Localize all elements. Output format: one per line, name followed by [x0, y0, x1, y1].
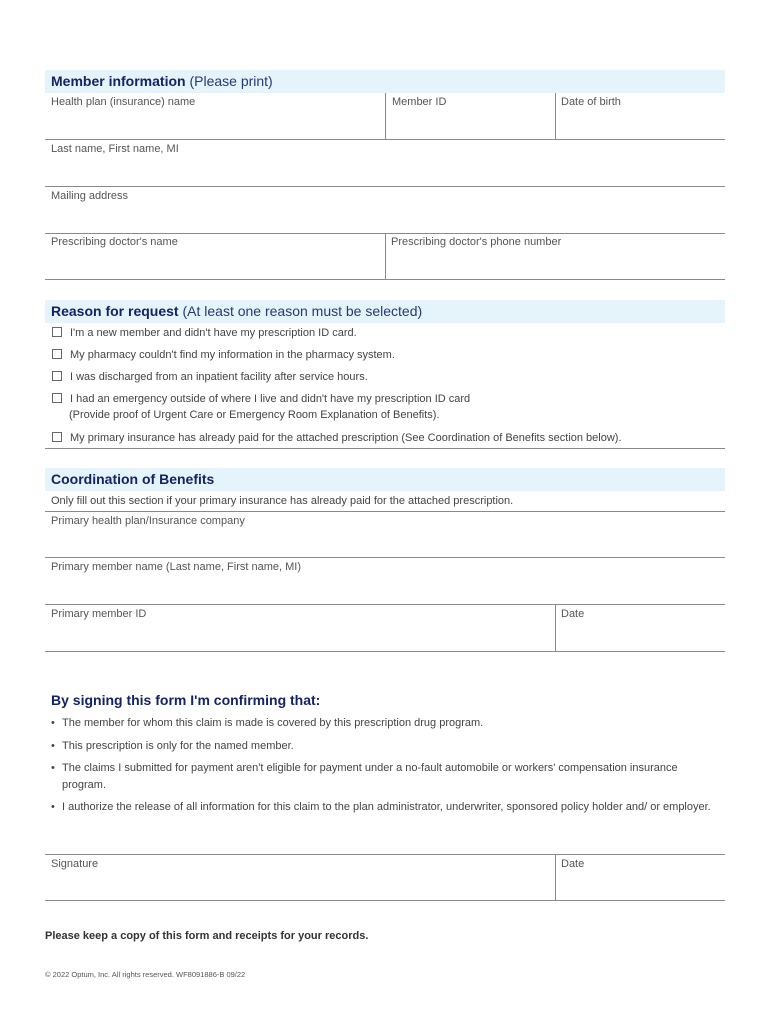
reason-option-label: I'm a new member and didn't have my prescription ID card. — [70, 327, 357, 339]
reason-option-label: My primary insurance has already paid for the attached prescription (See Coordination of Benefits section below). — [70, 432, 622, 444]
checkbox[interactable] — [52, 349, 62, 359]
health-plan-field[interactable] — [45, 93, 385, 140]
primary-member-id-field[interactable] — [45, 605, 555, 652]
signing-heading: By signing this form I'm confirming that: — [51, 692, 321, 708]
signature-date-label: Date — [561, 858, 585, 870]
member-name-label: Last name, First name, MI — [51, 143, 179, 155]
divider — [555, 605, 556, 652]
date-of-birth-field[interactable] — [555, 93, 725, 140]
divider — [385, 93, 386, 140]
doctor-phone-label: Prescribing doctor's phone number — [391, 236, 562, 248]
doctor-name-label: Prescribing doctor's name — [51, 236, 178, 248]
mailing-address-label: Mailing address — [51, 190, 129, 202]
member-info-note: (Please print) — [189, 73, 273, 89]
signing-bullet-text: The member for whom this claim is made is covered by this prescription drug program. — [62, 717, 484, 729]
primary-member-id-label: Primary member ID — [51, 608, 147, 620]
reason-title: Reason for request — [51, 303, 179, 319]
member-info-title: Member information — [51, 73, 186, 89]
cob-title: Coordination of Benefits — [51, 471, 215, 487]
mailing-address-field[interactable] — [45, 187, 725, 234]
divider — [555, 93, 556, 140]
cob-date-field[interactable] — [555, 605, 725, 652]
keep-copy-note: Please keep a copy of this form and receipts for your records. — [45, 930, 369, 942]
reason-option-new-member[interactable] — [52, 325, 357, 341]
reason-option-label: My pharmacy couldn't find my information in the pharmacy system. — [70, 349, 395, 361]
member-id-field[interactable] — [386, 93, 555, 140]
doctor-name-field[interactable] — [45, 233, 385, 280]
reason-option-emergency[interactable] — [52, 391, 470, 423]
cob-date-label: Date — [561, 608, 585, 620]
signing-bullet: • I authorize the release of all information for this claim to the plan administrator, underwriter, sponsored policy holder and/ or employer. — [51, 801, 711, 813]
primary-plan-label: Primary health plan/Insurance company — [51, 515, 245, 527]
checkbox[interactable] — [52, 327, 62, 337]
checkbox[interactable] — [52, 393, 62, 403]
reason-heading — [45, 300, 725, 323]
reason-option-label: I was discharged from an inpatient facility after service hours. — [70, 371, 368, 383]
reason-option-primary-paid[interactable] — [52, 430, 622, 446]
member-info-heading — [45, 70, 725, 93]
signing-bullet-text: This prescription is only for the named member. — [62, 740, 294, 752]
reason-option-discharged[interactable] — [52, 369, 368, 385]
reason-option-pharmacy[interactable] — [52, 347, 395, 363]
doctor-phone-field[interactable] — [385, 233, 725, 280]
reason-option-note: (Provide proof of Urgent Care or Emergency Room Explanation of Benefits). — [69, 409, 440, 421]
signing-bullet: • The claims I submitted for payment aren't eligible for payment under a no-fault automobile or workers' compensation insurance program. — [51, 762, 678, 791]
signature-label: Signature — [51, 858, 99, 870]
divider — [385, 233, 386, 280]
signing-bullet: • The member for whom this claim is made is covered by this prescription drug program. — [51, 717, 484, 729]
member-name-field[interactable] — [45, 140, 725, 187]
divider — [45, 448, 725, 449]
reason-note: (At least one reason must be selected) — [182, 303, 423, 319]
signature-field[interactable] — [45, 855, 555, 901]
member-id-label: Member ID — [392, 96, 447, 108]
cob-heading — [45, 468, 725, 491]
date-of-birth-label: Date of birth — [561, 96, 621, 108]
primary-member-name-field[interactable] — [45, 558, 725, 605]
signing-bullet-text: I authorize the release of all information for this claim to the plan administrator, underwriter, sponsored policy holder and/ or employer. — [62, 801, 711, 813]
health-plan-label: Health plan (insurance) name — [51, 96, 196, 108]
checkbox[interactable] — [52, 432, 62, 442]
primary-member-name-label: Primary member name (Last name, First name, MI) — [51, 561, 302, 573]
checkbox[interactable] — [52, 371, 62, 381]
copyright: © 2022 Optum, Inc. All rights reserved. WF8091886-B 09/22 — [45, 970, 246, 979]
reason-option-label: I had an emergency outside of where I live and didn't have my prescription ID card — [70, 393, 471, 405]
signing-bullet: • This prescription is only for the named member. — [51, 740, 294, 752]
primary-plan-field[interactable] — [45, 512, 725, 558]
signing-bullet-text: The claims I submitted for payment aren't eligible for payment under a no-fault automobile or workers' compensation insurance program. — [62, 762, 678, 791]
divider — [555, 855, 556, 901]
cob-instruction: Only fill out this section if your primary insurance has already paid for the attached prescription. — [51, 495, 514, 507]
signature-date-field[interactable] — [555, 855, 725, 901]
